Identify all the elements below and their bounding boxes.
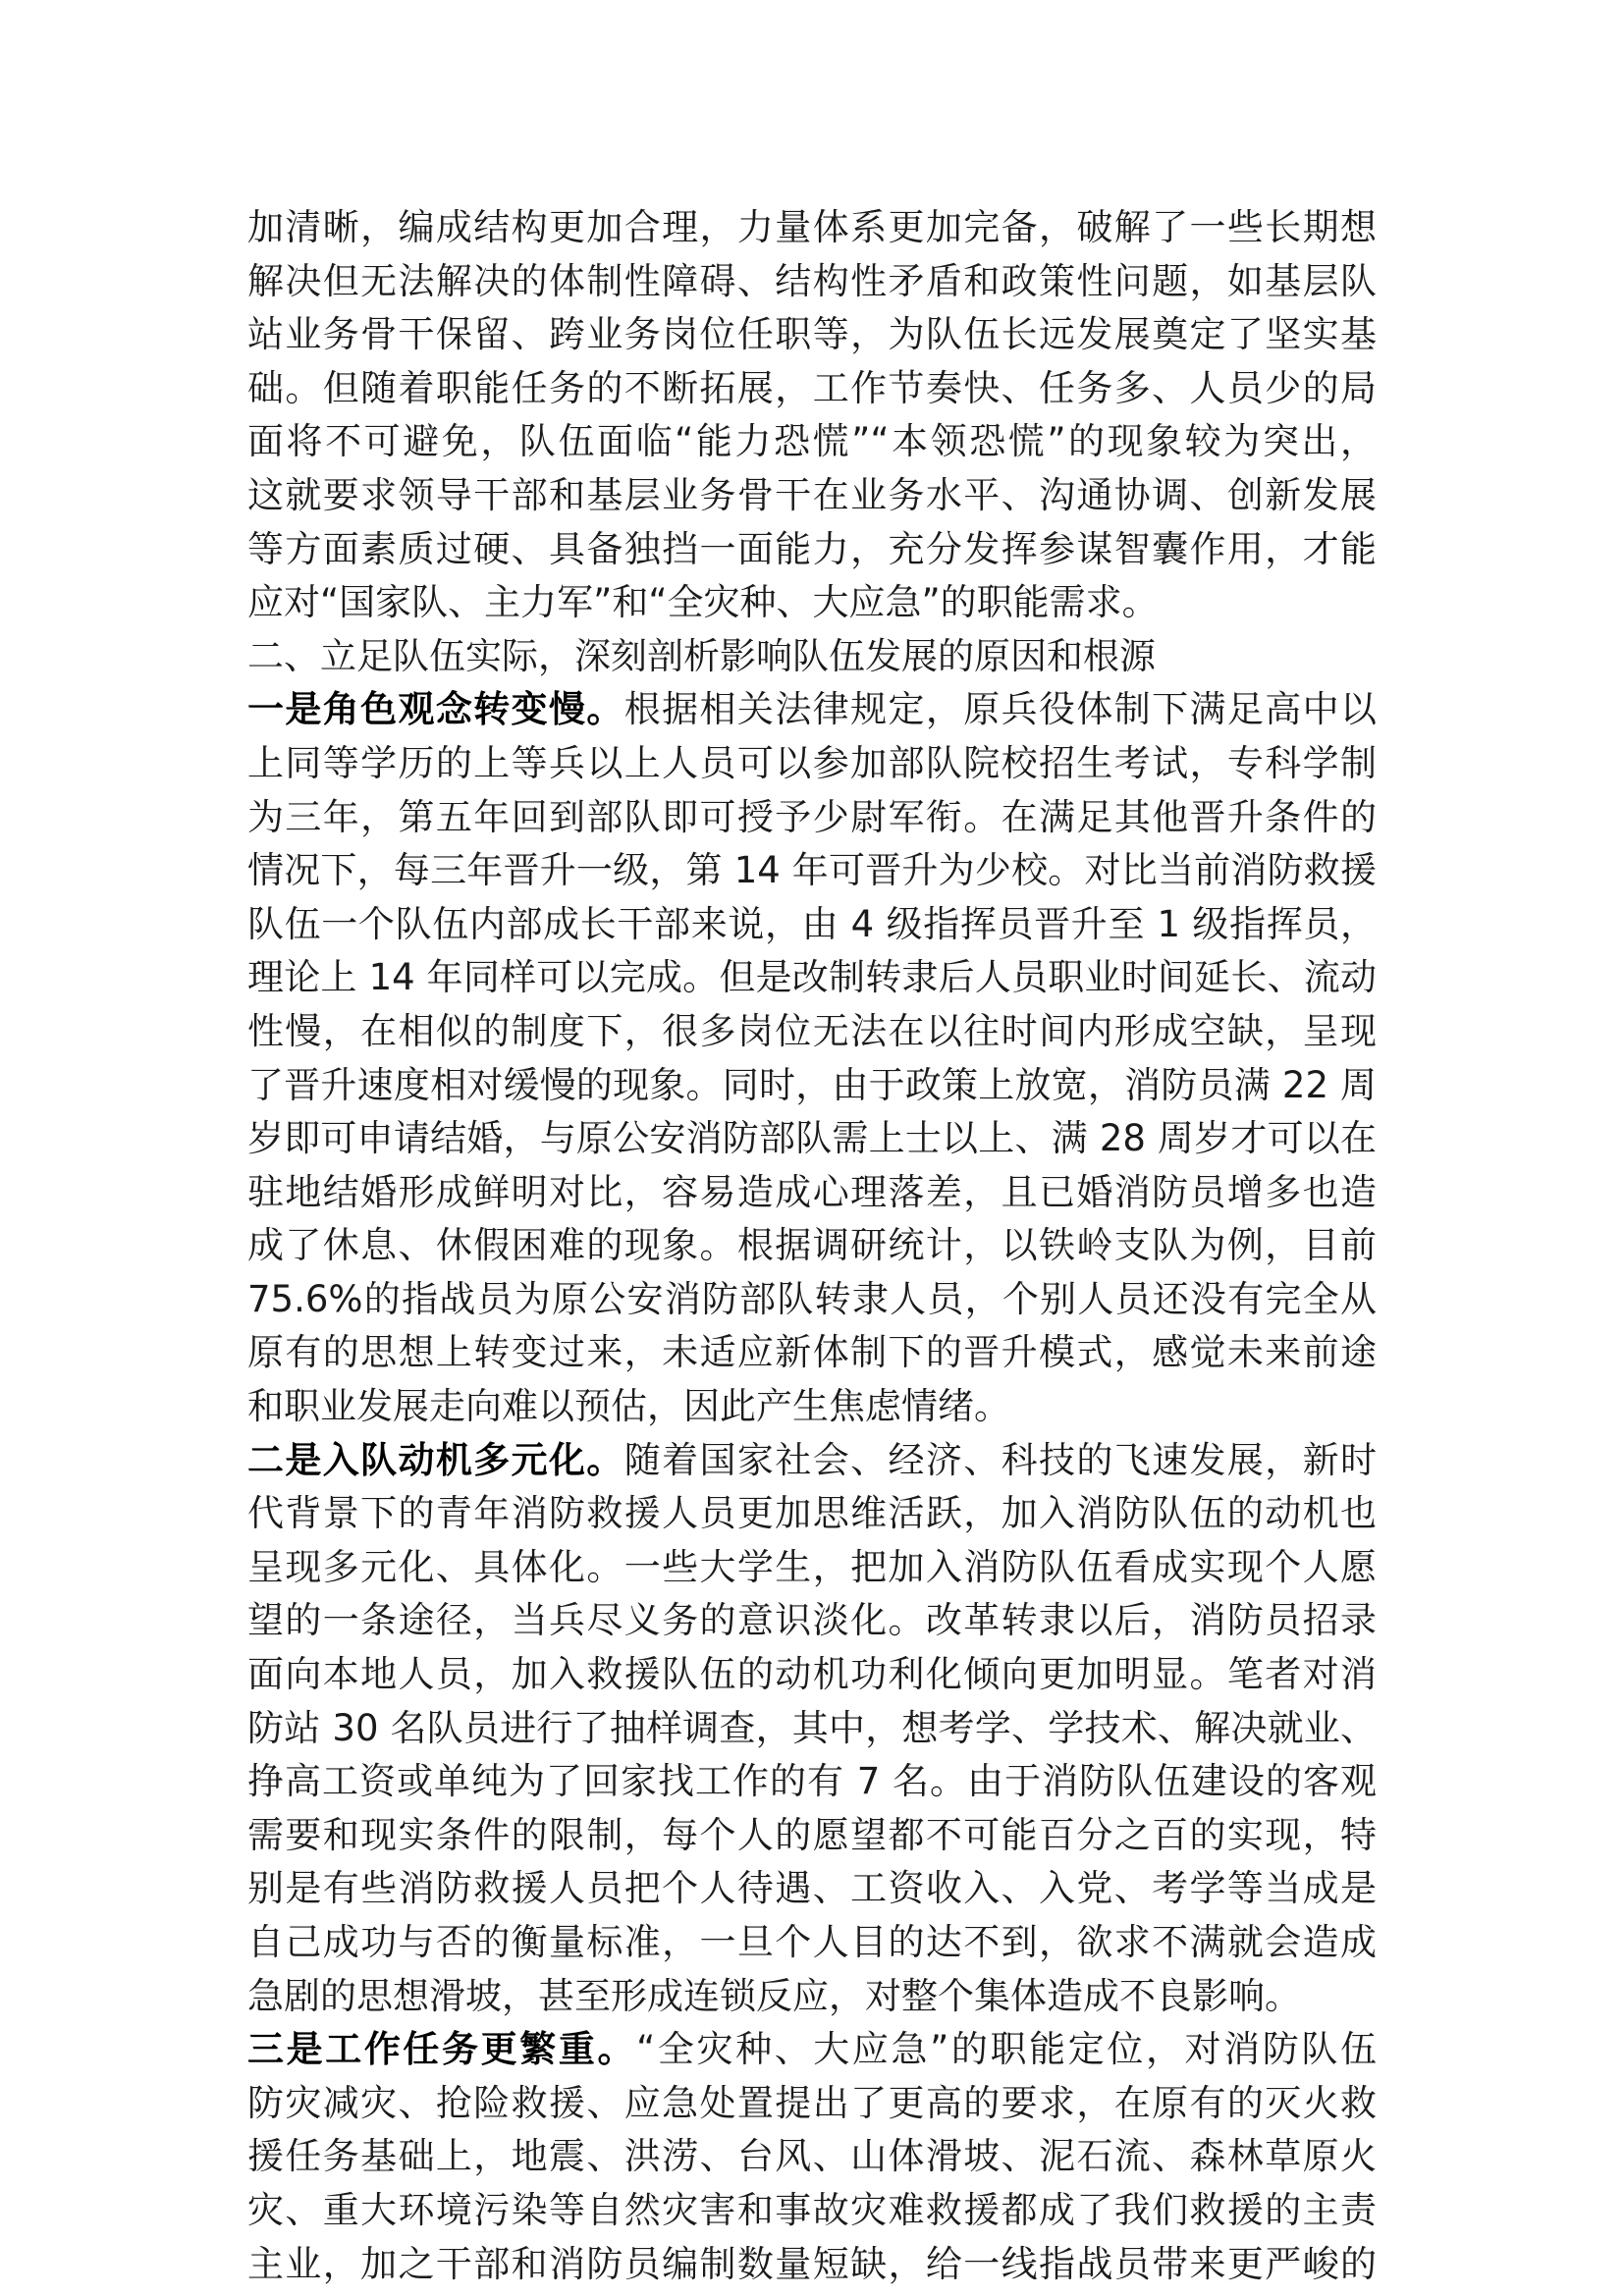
paragraph-lead-heading: 一是角色观念转变慢。	[247, 688, 624, 731]
text-line	[247, 2184, 1377, 2238]
text-line	[247, 523, 1377, 577]
text-line	[247, 1219, 1377, 1273]
text-line	[247, 201, 1377, 255]
line-text: 望的一条途径，当兵尽义务的意识淡化。改革转隶以后，消防员招录	[247, 1599, 1377, 1642]
text-line	[247, 1380, 1377, 1434]
line-text: 站业务骨干保留、跨业务岗位任职等，为队伍长远发展奠定了坚实基	[247, 313, 1377, 356]
text-line	[247, 1755, 1377, 1809]
text-line	[247, 898, 1377, 952]
line-text: 灾、重大环境污染等自然灾害和事故灾难救援都成了我们救援的主责	[247, 2188, 1377, 2231]
line-text: 挣高工资或单纯为了回家找工作的有 7 名。由于消防队伍建设的客观	[247, 1760, 1377, 1803]
line-text: 础。但随着职能任务的不断拓展，工作节奏快、任务多、人员少的局	[247, 366, 1377, 409]
line-text: 理论上 14 年同样可以完成。但是改制转隶后人员职业时间延长、流动	[247, 956, 1377, 999]
text-line	[247, 2130, 1377, 2184]
line-text: 情况下，每三年晋升一级，第 14 年可晋升为少校。对比当前消防救援	[247, 849, 1377, 892]
text-line	[247, 2077, 1377, 2131]
line-text: 自己成功与否的衡量标准，一旦个人目的达不到，欲求不满就会造成	[247, 1921, 1377, 1963]
line-text: 解决但无法解决的体制性障碍、结构性矛盾和政策性问题，如基层队	[247, 259, 1377, 302]
paragraph-lead-line	[247, 1434, 1377, 1488]
line-text: 队伍一个队伍内部成长干部来说，由 4 级指挥员晋升至 1 级指挥员，	[247, 902, 1377, 945]
text-line	[247, 1059, 1377, 1113]
text-line	[247, 415, 1377, 469]
line-text: 驻地结婚形成鲜明对比，容易造成心理落差，且已婚消防员增多也造	[247, 1170, 1377, 1213]
text-line	[247, 1005, 1377, 1059]
text-line	[247, 1487, 1377, 1541]
line-text: 为三年，第五年回到部队即可授予少尉军衔。在满足其他晋升条件的	[247, 795, 1377, 838]
document-body	[247, 201, 1377, 2291]
paragraph-lead-heading: 二是入队动机多元化。	[247, 1438, 624, 1481]
line-text: 别是有些消防救援人员把个人待遇、工资收入、入党、考学等当成是	[247, 1867, 1377, 1910]
text-line	[247, 1648, 1377, 1702]
text-line	[247, 1112, 1377, 1166]
line-text: 加清晰，编成结构更加合理，力量体系更加完备，破解了一些长期想	[247, 206, 1377, 248]
line-text: 75.6%的指战员为原公安消防部队转隶人员，个别人员还没有完全从	[247, 1277, 1377, 1320]
line-text: 面向本地人员，加入救援队伍的动机功利化倾向更加明显。笔者对消	[247, 1653, 1377, 1696]
text-line	[247, 791, 1377, 845]
text-line	[247, 630, 1377, 684]
line-text: 呈现多元化、具体化。一些大学生，把加入消防队伍看成实现个人愿	[247, 1545, 1377, 1588]
line-text: 原有的思想上转变过来，未适应新体制下的晋升模式，感觉未来前途	[247, 1331, 1377, 1374]
line-text: 随着国家社会、经济、科技的飞速发展，新时	[623, 1438, 1378, 1481]
text-line	[247, 469, 1377, 523]
line-text: 上同等学历的上等兵以上人员可以参加部队院校招生考试，专科学制	[247, 741, 1377, 784]
paragraph-lead-line	[247, 683, 1377, 737]
line-text: 急剧的思想滑坡，甚至形成连锁反应，对整个集体造成不良影响。	[247, 1974, 1301, 2017]
text-line	[247, 1594, 1377, 1648]
line-text: 岁即可申请结婚，与原公安消防部队需上士以上、满 28 周岁才可以在	[247, 1117, 1377, 1160]
text-line	[247, 1702, 1377, 1756]
line-text: 根据相关法律规定，原兵役体制下满足高中以	[623, 688, 1378, 731]
text-line	[247, 362, 1377, 416]
line-text: 需要和现实条件的限制，每个人的愿望都不可能百分之百的实现，特	[247, 1813, 1377, 1856]
line-text: 主业，加之干部和消防员编制数量短缺，给一线指战员带来更严峻的	[247, 2242, 1377, 2285]
text-line	[247, 1166, 1377, 1220]
text-line	[247, 1273, 1377, 1327]
line-text: 防站 30 名队员进行了抽样调查，其中，想考学、学技术、解决就业、	[247, 1706, 1377, 1749]
text-line	[247, 1541, 1377, 1595]
line-text: 和职业发展走向难以预估，因此产生焦虑情绪。	[247, 1385, 1010, 1428]
line-text: 应对“国家队、主力军”和“全灾种、大应急”的职能需求。	[247, 581, 1159, 624]
text-line	[247, 255, 1377, 309]
text-line	[247, 1326, 1377, 1380]
paragraph-lead-heading: 三是工作任务更繁重。	[247, 2028, 637, 2071]
line-text: 成了休息、休假困难的现象。根据调研统计，以铁岭支队为例，目前	[247, 1224, 1377, 1267]
text-line	[247, 576, 1377, 630]
line-text: 代背景下的青年消防救援人员更加思维活跃，加入消防队伍的动机也	[247, 1492, 1377, 1535]
line-text: 防灾减灾、抢险救援、应急处置提出了更高的要求，在原有的灭火救	[247, 2081, 1377, 2124]
text-line	[247, 1916, 1377, 1970]
line-text: 这就要求领导干部和基层业务骨干在业务水平、沟通协调、创新发展	[247, 473, 1377, 516]
line-text: “全灾种、大应急”的职能定位，对消防队伍	[636, 2028, 1377, 2071]
text-line	[247, 1809, 1377, 1863]
line-text: 援任务基础上，地震、洪涝、台风、山体滑坡、泥石流、森林草原火	[247, 2135, 1377, 2178]
line-text: 了晋升速度相对缓慢的现象。同时，由于政策上放宽，消防员满 22 周	[247, 1063, 1377, 1106]
text-line	[247, 844, 1377, 898]
text-line	[247, 951, 1377, 1005]
text-line	[247, 1862, 1377, 1916]
line-text: 二、立足队伍实际，深刻剖析影响队伍发展的原因和根源	[247, 634, 1156, 677]
text-line	[247, 737, 1377, 791]
text-line	[247, 1970, 1377, 2024]
text-line	[247, 2238, 1377, 2292]
text-line	[247, 308, 1377, 362]
line-text: 面将不可避免，队伍面临“能力恐慌”“本领恐慌”的现象较为突出，	[247, 420, 1377, 463]
paragraph-lead-line	[247, 2023, 1377, 2077]
line-text: 等方面素质过硬、具备独挡一面能力，充分发挥参谋智囊作用，才能	[247, 527, 1377, 570]
line-text: 性慢，在相似的制度下，很多岗位无法在以往时间内形成空缺，呈现	[247, 1009, 1377, 1052]
